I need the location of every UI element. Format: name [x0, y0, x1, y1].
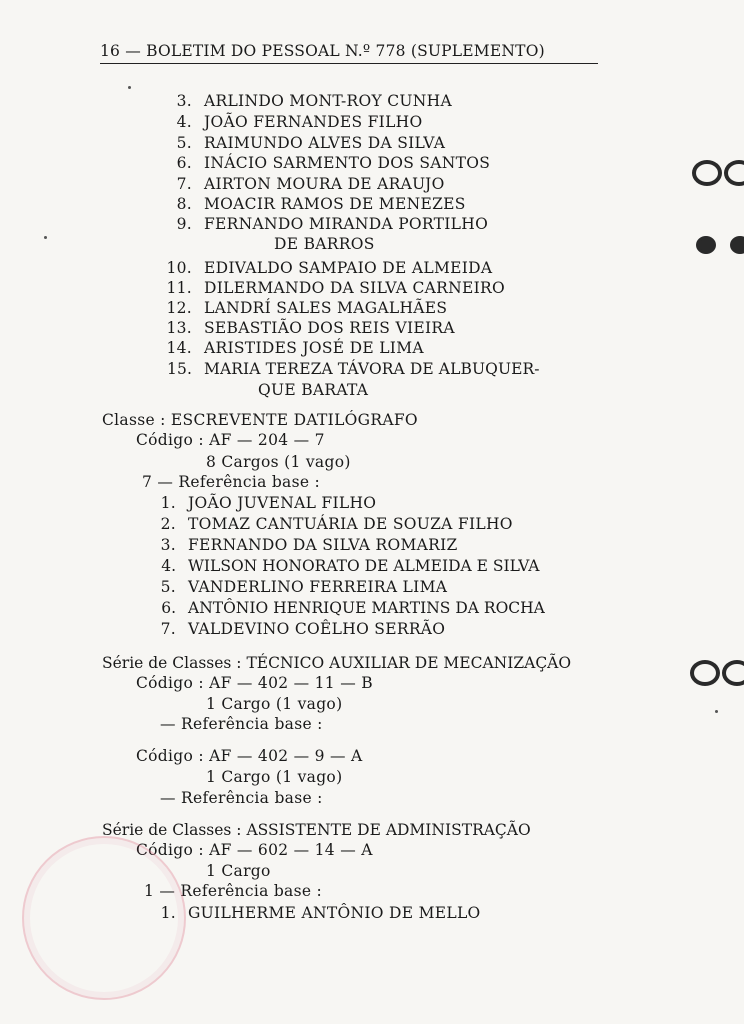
punch-hole-icon — [724, 160, 744, 186]
item-name: TOMAZ CANTUÁRIA DE SOUZA FILHO — [188, 515, 513, 533]
speck-mark — [128, 86, 131, 89]
codigo-line: Código : AF — 402 — 11 — B — [136, 674, 373, 692]
cargos-line: 1 Cargo (1 vago) — [206, 695, 343, 713]
item-number: 5. — [176, 134, 192, 152]
item-name: MARIA TEREZA TÁVORA DE ALBUQUER- — [204, 360, 540, 378]
item-number: 4. — [176, 113, 192, 131]
punch-hole-icon — [690, 660, 720, 686]
item-name: RAIMUNDO ALVES DA SILVA — [204, 134, 446, 152]
item-number: 2. — [160, 515, 176, 533]
item-number: 4. — [161, 557, 176, 575]
item-name: SEBASTIÃO DOS REIS VIEIRA — [204, 319, 455, 337]
codigo-line: Código : AF — 204 — 7 — [136, 431, 325, 449]
list-item — [166, 319, 455, 337]
punch-hole-icon — [692, 160, 722, 186]
item-number: 7. — [160, 620, 176, 638]
item-name: JOÃO FERNANDES FILHO — [204, 113, 423, 131]
item-number: 6. — [161, 599, 176, 617]
referencia-line: — Referência base : — [160, 789, 323, 807]
list-item — [166, 154, 490, 172]
list-item — [150, 578, 447, 596]
list-item — [166, 339, 424, 357]
referencia-line: 7 — Referência base : — [142, 473, 321, 491]
list-item — [150, 620, 445, 638]
speck-mark — [44, 236, 47, 239]
item-number: 1. — [160, 904, 176, 922]
referencia-line: 1 — Referência base : — [144, 882, 323, 900]
item-number: 15. — [167, 360, 192, 378]
list-item — [150, 904, 481, 922]
item-number: 14. — [166, 339, 192, 357]
list-item — [166, 92, 452, 110]
item-number: 11. — [166, 279, 192, 297]
list-item — [166, 299, 447, 317]
item-name: GUILHERME ANTÔNIO DE MELLO — [188, 904, 481, 922]
serie-heading: Série de Classes : TÉCNICO AUXILIAR DE MECANIZAÇÃO — [102, 654, 572, 672]
list-item — [166, 215, 488, 233]
item-name: FERNANDO MIRANDA PORTILHO — [204, 215, 489, 233]
item-name: ARLINDO MONT-ROY CUNHA — [204, 92, 452, 110]
item-name: FERNANDO DA SILVA ROMARIZ — [188, 536, 458, 554]
item-name: JOÃO JUVENAL FILHO — [188, 494, 377, 512]
list-item — [150, 494, 376, 512]
list-item-continuation: QUE BARATA — [258, 381, 369, 399]
cargos-line: 1 Cargo (1 vago) — [206, 768, 343, 786]
classe-heading: Classe : ESCREVENTE DATILÓGRAFO — [102, 411, 418, 429]
item-name: LANDRÍ SALES MAGALHÃES — [204, 299, 448, 317]
item-number: 8. — [176, 195, 192, 213]
list-item — [150, 515, 513, 533]
punch-hole-icon — [730, 236, 744, 254]
list-item — [166, 195, 466, 213]
serie-heading: Série de Classes : ASSISTENTE DE ADMINISTRAÇÃO — [102, 821, 531, 839]
cargos-line: 8 Cargos (1 vago) — [206, 453, 351, 471]
item-number: 13. — [166, 319, 192, 337]
item-name: ARISTIDES JOSÉ DE LIMA — [204, 339, 424, 357]
item-number: 12. — [166, 299, 192, 317]
page-header: 16 — BOLETIM DO PESSOAL N.º 778 (SUPLEMENTO) — [100, 42, 598, 64]
list-item — [150, 599, 545, 617]
list-item — [166, 360, 540, 378]
list-item — [166, 134, 445, 152]
punch-hole-icon — [696, 236, 716, 254]
item-number: 3. — [160, 536, 176, 554]
item-number: 9. — [176, 215, 192, 233]
list-item-continuation: DE BARROS — [274, 235, 375, 253]
list-item — [166, 113, 423, 131]
item-number: 1. — [160, 494, 176, 512]
item-number: 7. — [176, 175, 192, 193]
list-item — [150, 536, 458, 554]
item-number: 6. — [176, 154, 192, 172]
item-name: VANDERLINO FERREIRA LIMA — [188, 578, 448, 596]
item-name: AIRTON MOURA DE ARAUJO — [204, 175, 445, 193]
cargos-line: 1 Cargo — [206, 862, 271, 880]
item-name: MOACIR RAMOS DE MENEZES — [204, 195, 466, 213]
speck-mark — [715, 710, 718, 713]
list-item — [166, 259, 492, 277]
list-item — [150, 557, 539, 575]
referencia-line: — Referência base : — [160, 715, 323, 733]
item-name: INÁCIO SARMENTO DOS SANTOS — [204, 154, 491, 172]
codigo-line: Código : AF — 402 — 9 — A — [136, 747, 363, 765]
item-number: 10. — [166, 259, 192, 277]
item-name: DILERMANDO DA SILVA CARNEIRO — [204, 279, 506, 297]
item-name: VALDEVINO COÊLHO SERRÃO — [188, 620, 446, 638]
item-name: ANTÔNIO HENRIQUE MARTINS DA ROCHA — [188, 599, 545, 617]
codigo-line: Código : AF — 602 — 14 — A — [136, 841, 373, 859]
item-name: WILSON HONORATO DE ALMEIDA E SILVA — [188, 557, 540, 575]
punch-hole-icon — [722, 660, 744, 686]
item-number: 5. — [160, 578, 176, 596]
list-item — [166, 175, 445, 193]
item-name: EDIVALDO SAMPAIO DE ALMEIDA — [204, 259, 493, 277]
item-number: 3. — [176, 92, 192, 110]
stamp-mark — [22, 836, 186, 1000]
list-item — [166, 279, 505, 297]
